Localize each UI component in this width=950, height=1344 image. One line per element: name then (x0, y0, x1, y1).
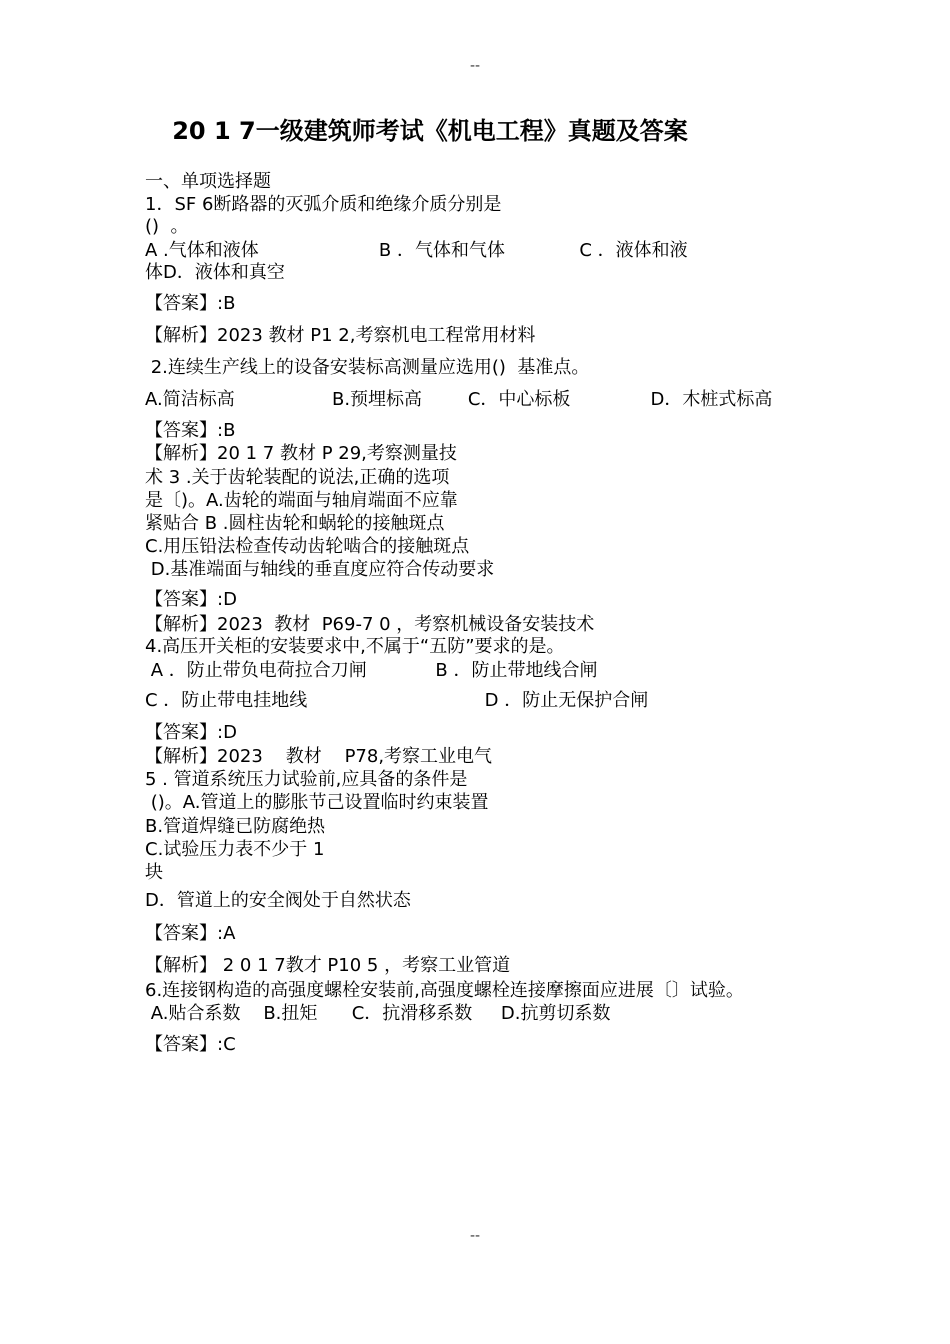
page-header-mark: -- (469, 58, 481, 74)
page-title: 20 1 7一级建筑师考试《机电工程》真题及答案 (172, 117, 688, 145)
question-1: 1．SF 6断路器的灭弧介质和绝缘介质分别是 (145, 194, 502, 215)
answer-6: 【答案】:C (145, 1034, 236, 1055)
question-1-blank: () 。 (145, 216, 189, 237)
question-3-option-d: D.基准端面与轴线的垂直度应符合传动要求 (145, 559, 495, 580)
question-6-options: A.贴合系数 B.扭矩 C．抗滑移系数 D.抗剪切系数 (145, 1003, 611, 1024)
question-5: 5 . 管道系统压力试验前,应具备的条件是 (145, 769, 468, 790)
section-heading: 一、单项选择题 (145, 171, 271, 192)
answer-2: 【答案】:B (145, 420, 236, 441)
question-5-option-b: B.管道焊缝已防腐绝热 (145, 816, 326, 837)
page-footer-mark: -- (469, 1228, 481, 1244)
analysis-2: 【解析】20 1 7 教材 P 29,考察测量技 (145, 443, 457, 464)
question-3-option-a: 是〔)。A.齿轮的端面与轴肩端面不应靠 (145, 490, 458, 511)
answer-3: 【答案】:D (145, 589, 237, 610)
question-2-options: A.简洁标高 B.预埋标高 C．中心标板 D．木桩式标高 (145, 389, 773, 410)
question-4-options-cd: C ．防止带电挂地线 D ．防止无保护合闸 (145, 690, 649, 711)
question-3-option-b: 紧贴合 B .圆柱齿轮和蜗轮的接触斑点 (145, 513, 445, 534)
question-1-options: A .气体和液体 B ．气体和气体 C ．液体和液 (145, 240, 688, 261)
question-5-option-d: D．管道上的安全阀处于自然状态 (145, 890, 411, 911)
analysis-4: 【解析】2023 教材 P78,考察工业电气 (145, 746, 493, 767)
question-1-options-cont: 体D．液体和真空 (145, 262, 285, 283)
question-4-options-ab: A ．防止带负电荷拉合刀闸 B ．防止带地线合闸 (145, 660, 598, 681)
question-3: 术 3 .关于齿轮装配的说法,正确的选项 (145, 467, 450, 488)
answer-4: 【答案】:D (145, 722, 237, 743)
question-4: 4.高压开关柜的安装要求中,不属于“五防”要求的是。 (145, 636, 565, 657)
analysis-3: 【解析】2023 教材 P69-7 0 ，考察机械设备安装技术 (145, 614, 595, 635)
analysis-5: 【解析】 2 0 1 7教才 P10 5 ，考察工业管道 (145, 955, 511, 976)
question-2: 2.连续生产线上的设备安装标高测量应选用() 基准点。 (145, 357, 590, 378)
answer-5: 【答案】:A (145, 923, 236, 944)
analysis-1: 【解析】2023 教材 P1 2,考察机电工程常用材料 (145, 325, 536, 346)
question-5-option-c: C.试验压力表不少于 1 (145, 839, 325, 860)
question-3-option-c: C.用压铅法检查传动齿轮啮合的接触斑点 (145, 536, 470, 557)
question-6: 6.连接钢构造的高强度螺栓安装前,高强度螺栓连接摩擦面应进展〔〕试验。 (145, 980, 744, 1001)
answer-1: 【答案】:B (145, 293, 236, 314)
question-5-option-a: ()。A.管道上的膨胀节己设置临时约束装置 (145, 792, 489, 813)
question-5-option-c-cont: 块 (145, 862, 163, 883)
